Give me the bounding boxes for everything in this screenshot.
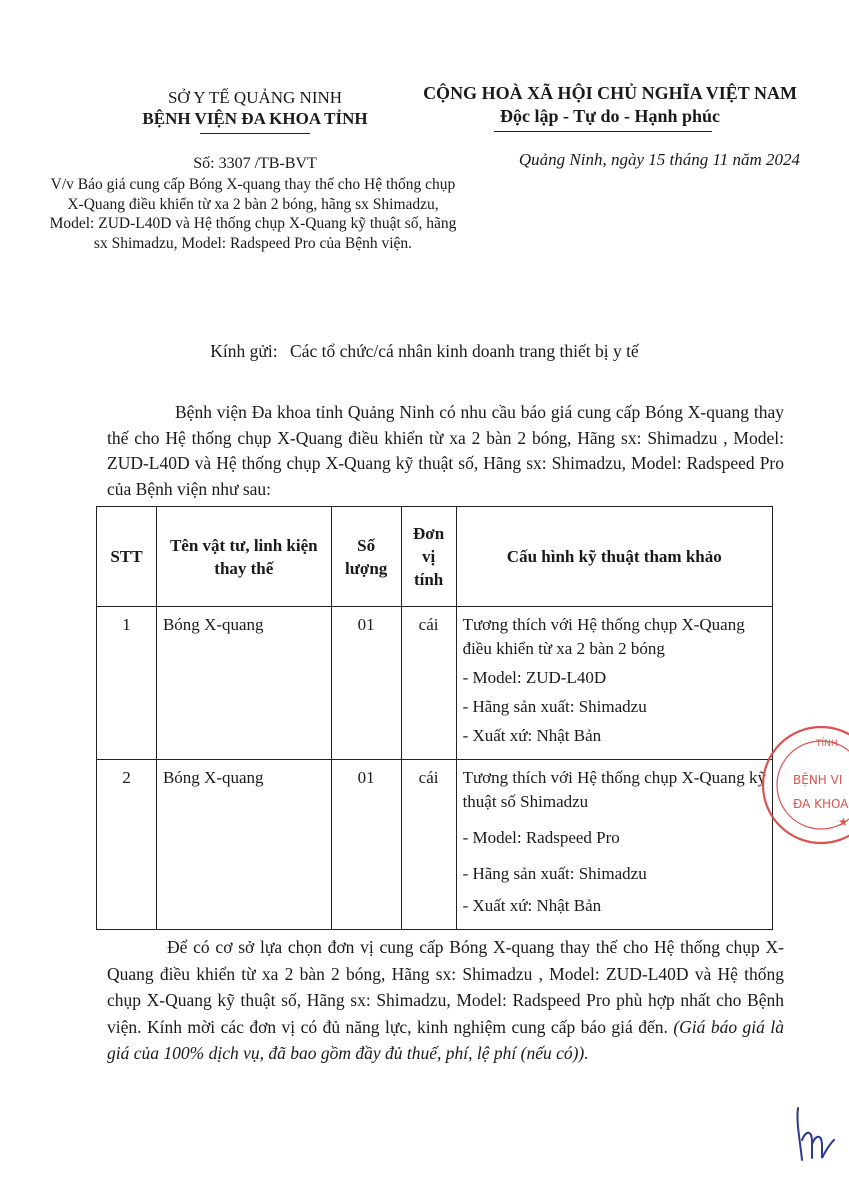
stamp-text-top: TỈNH — [816, 739, 838, 749]
date-line: Quảng Ninh, ngày 15 tháng 11 năm 2024 — [518, 150, 800, 169]
header-name: Tên vật tư, linh kiện thay thế — [156, 507, 331, 607]
cell-qty: 01 — [331, 760, 401, 930]
signature-stroke — [797, 1108, 834, 1160]
motto-underline — [494, 131, 712, 132]
cell-unit: cái — [401, 760, 456, 930]
closing-paragraph — [107, 934, 784, 1067]
cell-spec — [456, 760, 772, 930]
cell-stt: 1 — [97, 607, 157, 760]
initials-signature — [790, 1100, 840, 1170]
closing-text: Để có cơ sở lựa chọn đơn vị cung cấp Bóng X-quang thay thế cho Hệ thống chụp X-Quang điều khiển từ xa 2 bàn 2 bóng, Hãng sx: Shimadzu , Model: ZUD-L40D và Hệ thống chụp X-Quang kỹ thuật số, Hãng sx: Shimadzu, Model: Radspeed Pro phù hợp nhất cho Bệnh viện. Kính mời các đơn vị có đủ năng lực, kinh nghiệm cung cấp báo giá đến. — [107, 937, 784, 1037]
spec-compat: Tương thích với Hệ thống chụp X-Quang điều khiển từ xa 2 bàn 2 bóng — [462, 615, 745, 658]
national-motto: Độc lập - Tự do - Hạnh phúc — [499, 106, 721, 126]
intro-paragraph: Bệnh viện Đa khoa tỉnh Quảng Ninh có nhu cầu báo giá cung cấp Bóng X-quang thay thế cho Hệ thống chụp X-Quang điều khiển từ xa 2 bàn 2 bóng, Hãng sx: Shimadzu , Model: ZUD-L40D và Hệ thống chụp X-Quang kỹ thuật số, Hãng sx: Shimadzu, Model: Radspeed Pro của Bệnh viện như sau: — [107, 402, 784, 499]
stamp-star: ★ — [838, 815, 849, 829]
spec-origin: - Xuất xứ: Nhật Bản — [462, 726, 602, 745]
table-row — [97, 760, 773, 930]
cell-spec — [456, 607, 772, 760]
red-seal-stamp — [756, 720, 849, 850]
header-stt: STT — [97, 507, 157, 607]
stamp-text-line1: BỆNH VI — [793, 773, 843, 787]
cell-unit: cái — [401, 607, 456, 760]
org-parent-name: SỞ Y TẾ QUẢNG NINH — [167, 88, 343, 107]
cell-qty: 01 — [331, 607, 401, 760]
document-subject: V/v Báo giá cung cấp Bóng X-quang thay thế cho Hệ thống chụp X-Quang điều khiển từ xa 2 bàn 2 bóng, hãng sx Shimadzu, Model: ZUD-L40D và Hệ thống chụp X-Quang kỹ thuật số, hãng sx Shimadzu, Model: Radspeed Pro của Bệnh viện. — [49, 176, 457, 252]
table-row — [97, 607, 773, 760]
cell-stt: 2 — [97, 760, 157, 930]
closing-note: (Giá báo giá là giá của 100% dịch vụ, đã bao gồm đầy đủ thuế, phí, lệ phí (nếu có)). — [107, 1016, 784, 1063]
recipient-value: Các tổ chức/cá nhân kinh doanh trang thiết bị y tế — [290, 341, 639, 361]
items-table — [96, 506, 773, 930]
org-name: BỆNH VIỆN ĐA KHOA TỈNH — [142, 109, 368, 128]
document-number: Số: 3307 /TB-BVT — [193, 155, 317, 172]
spec-model: - Model: ZUD-L40D — [462, 668, 607, 687]
table-header-row — [97, 507, 773, 607]
org-underline — [200, 133, 310, 134]
national-title: CỘNG HOÀ XÃ HỘI CHỦ NGHĨA VIỆT NAM — [423, 83, 797, 103]
spec-model: - Model: Radspeed Pro — [462, 828, 620, 847]
recipient-label: Kính gửi: — [210, 341, 278, 361]
spec-manufacturer: - Hãng sản xuất: Shimadzu — [462, 864, 647, 883]
header-qty: Số lượng — [331, 507, 401, 607]
spec-compat: Tương thích với Hệ thống chụp X-Quang kỹ thuật số Shimadzu — [462, 768, 766, 811]
header-unit: Đơn vị tính — [401, 507, 456, 607]
spec-origin: - Xuất xứ: Nhật Bản — [462, 896, 602, 915]
header-spec: Cấu hình kỹ thuật tham khảo — [456, 507, 772, 607]
cell-name: Bóng X-quang — [156, 607, 331, 760]
spec-manufacturer: - Hãng sản xuất: Shimadzu — [462, 697, 647, 716]
recipient-line — [0, 341, 849, 362]
cell-name: Bóng X-quang — [156, 760, 331, 930]
stamp-text-line2: ĐA KHOA — [793, 797, 849, 811]
